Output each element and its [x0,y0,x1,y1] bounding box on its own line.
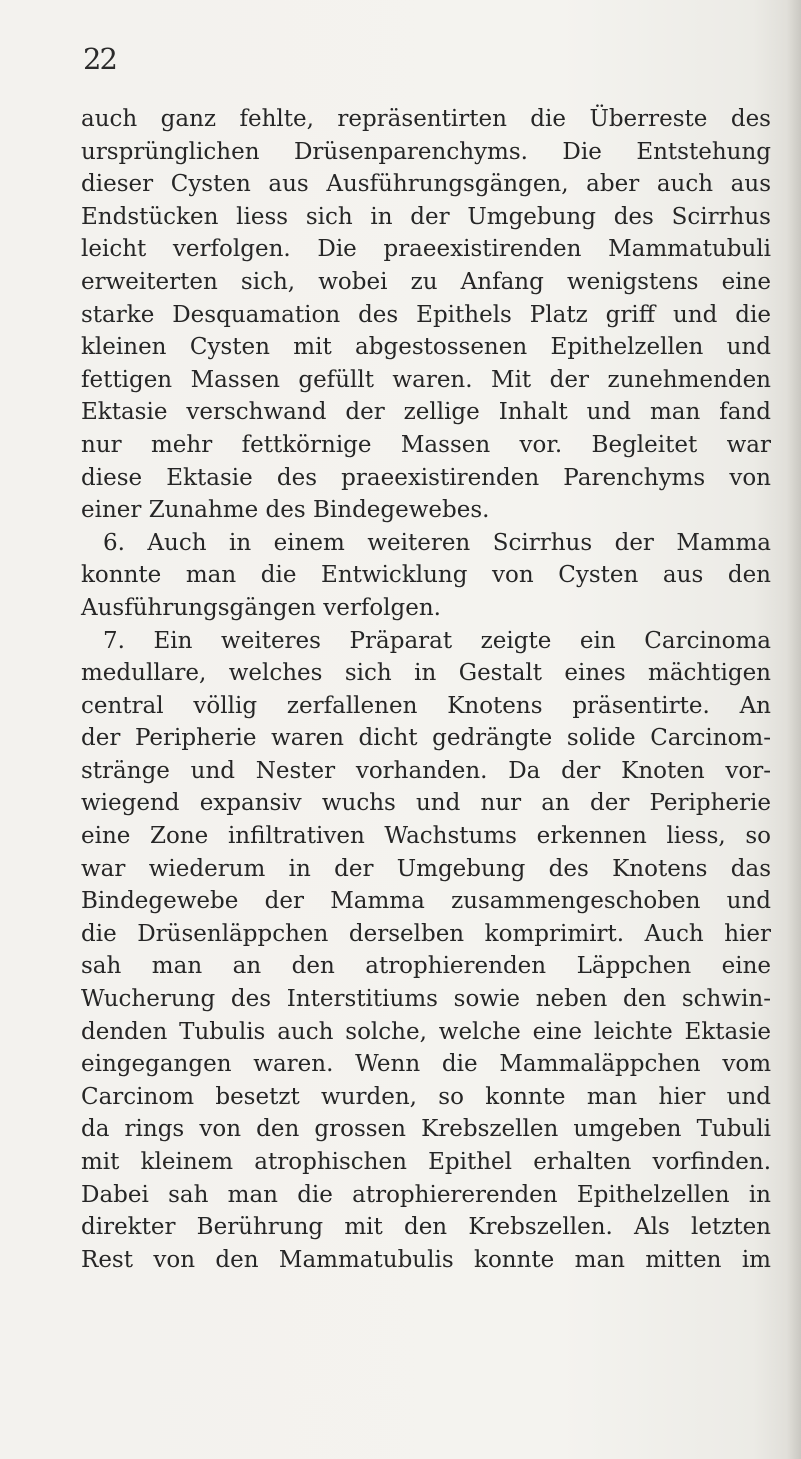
text-line: central völlig zerfallenen Knotens präsentirte. An [81,692,771,719]
text-line: leicht verfolgen. Die praeexistirenden Mammatubuli [81,236,771,263]
text-line: war wiederum in der Umgebung des Knotens das [81,855,771,882]
text-line: auch ganz fehlte, repräsentirten die Überreste des [81,106,771,132]
text-line: Rest von den Mammatubulis konnte man mitten im [81,1246,771,1273]
page-number: 22 [83,42,116,76]
text-line: 7. Ein weiteres Präparat zeigte ein Carcinoma [103,627,771,654]
text-line: die Drüsenläppchen derselben komprimirt. Auch hier [81,920,771,947]
text-line: der Peripherie waren dicht gedrängte solide Carcinom- [81,725,771,752]
text-line: eine Zone infiltrativen Wachstums erkennen liess, so [81,823,771,850]
page-edge-shadow [787,0,801,1459]
text-line: dieser Cysten aus Ausführungsgängen, aber auch aus [81,171,771,198]
text-line: da rings von den grossen Krebszellen umgeben Tubuli [81,1116,771,1143]
text-line: mit kleinem atrophischen Epithel erhalten vorfinden. [81,1149,771,1175]
text-line: eingegangen waren. Wenn die Mammaläppchen vom [81,1051,771,1078]
body-text [81,103,771,1276]
text-line: medullare, welches sich in Gestalt eines mächtigen [81,660,771,687]
text-line: Wucherung des Interstitiums sowie neben den schwin- [81,986,771,1013]
text-line: Carcinom besetzt wurden, so konnte man hier und [81,1083,771,1110]
text-line: sah man an den atrophierenden Läppchen eine [81,953,771,980]
text-line: stränge und Nester vorhanden. Da der Knoten vor- [81,757,771,784]
text-line: nur mehr fettkörnige Massen vor. Begleitet war [81,431,771,458]
text-line: konnte man die Entwicklung von Cysten aus den [81,562,771,589]
text-line: Bindegewebe der Mamma zusammengeschoben und [81,888,771,915]
text-line: fettigen Massen gefüllt waren. Mit der zunehmenden [81,366,771,393]
text-line: 6. Auch in einem weiteren Scirrhus der Mamma [103,529,771,556]
text-line: wiegend expansiv wuchs und nur an der Peripherie [81,790,771,817]
text-line: Dabei sah man die atrophiererenden Epithelzellen in [81,1181,771,1208]
text-line: Endstücken liess sich in der Umgebung des Scirrhus [81,203,771,230]
text-line: kleinen Cysten mit abgestossenen Epithelzellen und [81,334,771,361]
text-line: direkter Berührung mit den Krebszellen. Als letzten [81,1214,771,1241]
text-line: ursprünglichen Drüsenparenchyms. Die Entstehung [81,138,771,165]
text-line: Ektasie verschwand der zellige Inhalt und man fand [81,399,771,426]
text-line: diese Ektasie des praeexistirenden Parenchyms von [81,464,771,491]
text-line: denden Tubulis auch solche, welche eine leichte Ektasie [81,1018,771,1045]
text-line: starke Desquamation des Epithels Platz griff und die [81,301,771,328]
text-line: einer Zunahme des Bindegewebes. [81,497,490,524]
text-line: Ausführungsgängen verfolgen. [81,594,441,621]
text-line: erweiterten sich, wobei zu Anfang wenigstens eine [81,268,771,295]
